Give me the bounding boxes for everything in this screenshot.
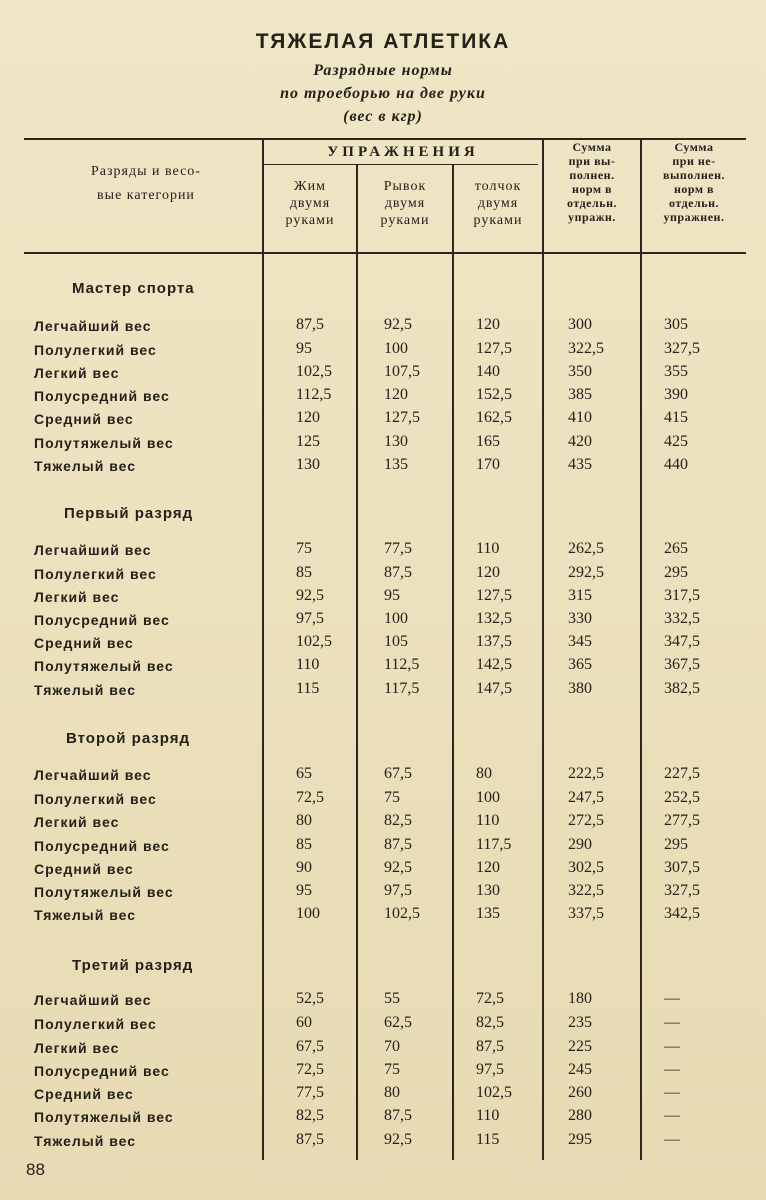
table-row: Средний вес 102,5 105 137,5 345 347,5 (34, 633, 700, 651)
section-title-master: Мастер спорта (72, 280, 195, 297)
section-title-first: Первый разряд (64, 505, 194, 522)
table-row: Полусредний вес 85 87,5 117,5 290 295 (34, 836, 688, 854)
table-row: Легчайший вес 75 77,5 110 262,5 265 (34, 540, 688, 558)
table-row: Средний вес 120 127,5 162,5 410 415 (34, 409, 688, 427)
table-row: Полулегкий вес 72,5 75 100 247,5 252,5 (34, 789, 700, 807)
category-header: Разряды и весо- вые категории (91, 164, 201, 203)
section-title-second: Второй разряд (66, 730, 191, 747)
exercises-rule (262, 164, 538, 165)
table-row: Средний вес 90 92,5 120 302,5 307,5 (34, 859, 700, 877)
press-header: Жим двумя руками (285, 179, 335, 228)
table-row: Полулегкий вес 60 62,5 82,5 235 — (34, 1014, 680, 1032)
table-row: Тяжелый вес 115 117,5 147,5 380 382,5 (34, 680, 700, 698)
page-title: ТЯЖЕЛАЯ АТЛЕТИКА (255, 30, 511, 53)
table-header-rule (24, 252, 746, 254)
table-row: Легчайший вес 52,5 55 72,5 180 — (34, 990, 680, 1008)
section-title-third: Третий разряд (72, 957, 194, 974)
table-row: Полутяжелый вес 125 130 165 420 425 (34, 433, 688, 451)
table-row: Полутяжелый вес 82,5 87,5 110 280 — (34, 1107, 680, 1125)
table-row: Легчайший вес 87,5 92,5 120 300 305 (34, 316, 688, 334)
sum-fulfilled-header: Сумма при вы- полнен. норм в отдельн. упражн. (567, 140, 617, 224)
exercises-header: УПРАЖНЕНИЯ (327, 144, 479, 160)
table-row: Полутяжелый вес 110 112,5 142,5 365 367,5 (34, 656, 700, 674)
table-row: Средний вес 77,5 80 102,5 260 — (34, 1084, 680, 1102)
subtitle-line-3: (вес в кгр) (343, 108, 423, 125)
table-row: Полусредний вес 112,5 120 152,5 385 390 (34, 386, 688, 404)
table-row: Легкий вес 80 82,5 110 272,5 277,5 (34, 812, 700, 830)
table-row: Тяжелый вес 130 135 170 435 440 (34, 456, 688, 474)
table-row: Легчайший вес 65 67,5 80 222,5 227,5 (34, 765, 700, 783)
sum-unfulfilled-header: Сумма при не- выполнен. норм в отдельн. упражнен. (663, 140, 725, 224)
table-row: Полусредний вес 97,5 100 132,5 330 332,5 (34, 610, 700, 628)
page-number: 88 (26, 1160, 45, 1179)
table-row: Полулегкий вес 85 87,5 120 292,5 295 (34, 564, 688, 582)
subtitle-line-1: Разрядные нормы (313, 62, 453, 79)
table-row: Легкий вес 67,5 70 87,5 225 — (34, 1038, 680, 1056)
snatch-header: Рывок двумя руками (380, 179, 430, 228)
table-row: Тяжелый вес 87,5 92,5 115 295 — (34, 1131, 680, 1149)
table-row: Легкий вес 92,5 95 127,5 315 317,5 (34, 587, 700, 605)
table-row: Полусредний вес 72,5 75 97,5 245 — (34, 1061, 680, 1079)
table-row: Полутяжелый вес 95 97,5 130 322,5 327,5 (34, 882, 700, 900)
table-row: Полулегкий вес 95 100 127,5 322,5 327,5 (34, 340, 700, 358)
table-row: Тяжелый вес 100 102,5 135 337,5 342,5 (34, 905, 700, 923)
jerk-header: толчок двумя руками (473, 179, 523, 228)
table-row: Легкий вес 102,5 107,5 140 350 355 (34, 363, 688, 381)
subtitle-line-2: по троеборью на две руки (280, 85, 486, 102)
